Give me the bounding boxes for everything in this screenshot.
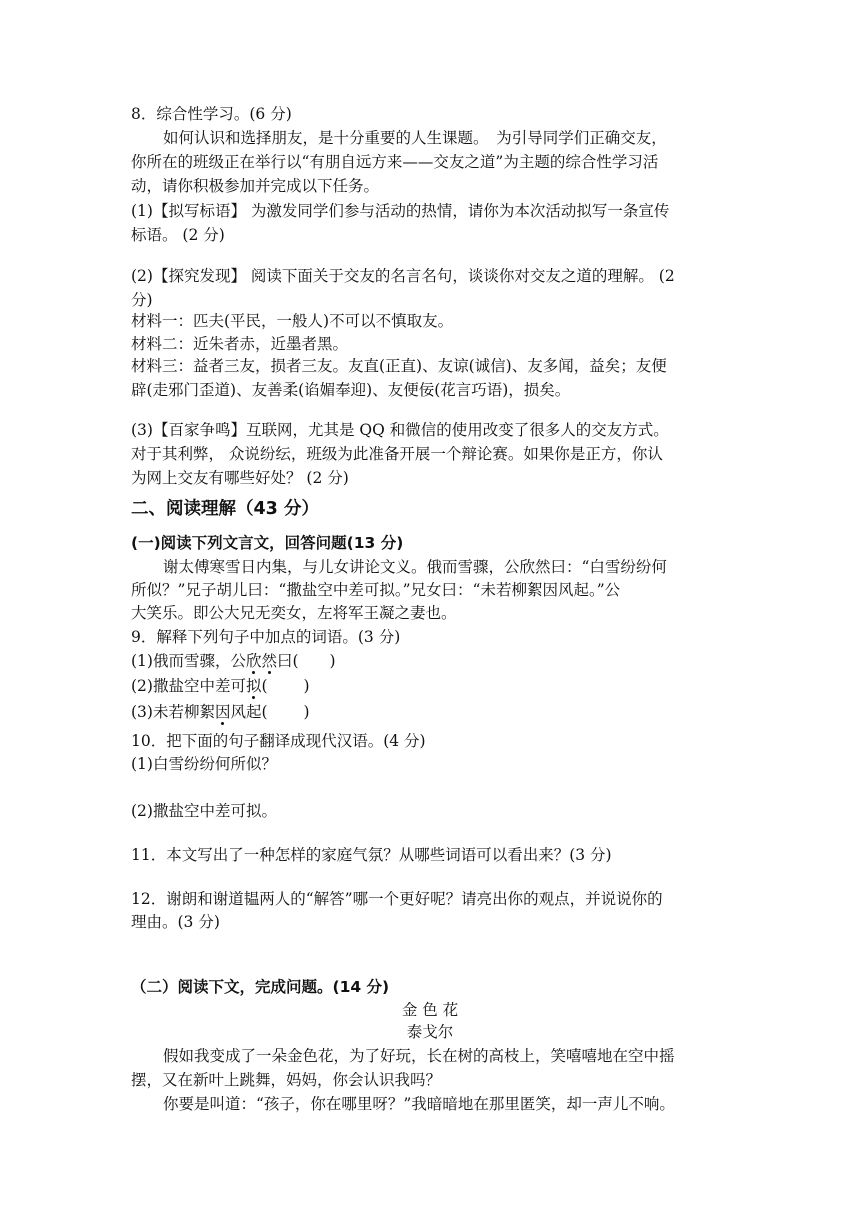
q8-material-3-cont: 辟(走邪门歪道)、友善柔(谄媚奉迎)、友便佞(花言巧语)，损矣。	[131, 381, 571, 399]
poem-author: 泰戈尔	[406, 1023, 454, 1041]
q8-task3-line-1: (3)【百家争鸣】互联网，尤其是 QQ 和微信的使用改变了很多人的交友方式。	[131, 421, 669, 439]
q9-item-1-pre: (1)俄而雪骤，公	[131, 652, 246, 670]
q8-task1-line-1: (1)【拟写标语】 为激发同学们参与活动的热情，请你为本次活动拟写一条宣传	[131, 202, 670, 220]
q8-task2-line-2: 分)	[131, 291, 153, 309]
q11: 11．本文写出了一种怎样的家庭气氛？从哪些词语可以看出来？(3 分)	[131, 846, 612, 864]
q10-item-2: (2)撒盐空中差可拟。	[131, 802, 277, 820]
passage-line-1: 谢太傅寒雪日内集，与儿女讲论文义。俄而雪骤，公欣然曰：“白雪纷纷何	[163, 558, 667, 576]
dotted-word: 欣	[245, 652, 262, 670]
q8-material-1: 材料一：匹夫(平民，一般人)不可以不慎取友。	[131, 312, 454, 330]
dotted-word: 然	[261, 652, 277, 670]
q8-task1-line-2: 标语。 (2 分)	[131, 226, 225, 244]
poem-line-1: 假如我变成了一朵金色花，为了好玩，长在树的高枝上，笑嘻嘻地在空中摇	[163, 1047, 675, 1065]
q9-item-2	[131, 676, 310, 696]
part-1-title: (一)阅读下列文言文，回答问题(13 分)	[131, 534, 404, 552]
section-2-title: 二、阅读理解（43 分）	[131, 499, 319, 519]
q12-line-1: 12．谢朗和谢道韫两人的“解答”哪一个更好呢？请亮出你的观点，并说说你的	[131, 890, 663, 908]
passage-line-3: 大笑乐。即公大兄无奕女，左将军王凝之妻也。	[131, 604, 457, 622]
q8-task2-line-1: (2)【探究发现】 阅读下面关于交友的名言名句，谈谈你对交友之道的理解。 (2	[131, 267, 675, 285]
q8-intro-line-1: 如何认识和选择朋友，是十分重要的人生课题。 为引导同学们正确交友，	[163, 129, 667, 147]
q9-item-1-post: 曰( )	[277, 652, 336, 670]
poem-line-2: 摆，又在新叶上跳舞，妈妈，你会认识我吗？	[131, 1071, 442, 1089]
q12-line-2: 理由。(3 分)	[131, 913, 220, 931]
poem-title: 金 色 花	[401, 1001, 459, 1019]
q10-item-1: (1)白雪纷纷何所似？	[131, 755, 277, 773]
q8-material-3: 材料三：益者三友，损者三友。友直(正直)、友谅(诚信)、友多闻，益矣；友便	[131, 357, 667, 375]
dotted-word: 因	[214, 703, 231, 721]
q9-item-1	[131, 651, 336, 671]
q8-task3-line-2: 对于其利弊， 众说纷纭，班级为此准备开展一个辩论赛。如果你是正方，你认	[131, 445, 663, 463]
q8-material-2: 材料二：近朱者赤，近墨者黑。	[131, 335, 349, 353]
q8-intro-line-2: 你所在的班级正在举行以“有朋自远方来——交友之道”为主题的综合性学习活	[131, 153, 659, 171]
poem-line-3: 你要是叫道：“孩子，你在哪里呀？”我暗暗地在那里匿笑，却一声儿不响。	[163, 1095, 675, 1113]
q9-item-2-post: ( )	[261, 677, 310, 695]
q9-item-3-pre: (3)未若柳絮	[131, 703, 215, 721]
q8-title: 8．综合性学习。(6 分)	[131, 105, 292, 123]
q8-task3-line-3: 为网上交友有哪些好处？ (2 分)	[131, 469, 349, 487]
q9-item-3	[131, 702, 310, 722]
q8-intro-line-3: 动，请你积极参加并完成以下任务。	[131, 177, 380, 195]
part-2-title: （二）阅读下文，完成问题。(14 分)	[131, 978, 390, 996]
passage-line-2: 所似？”兄子胡儿曰：“撒盐空中差可拟。”兄女曰：“未若柳絮因风起。”公	[131, 581, 621, 599]
q10-title: 10．把下面的句子翻译成现代汉语。(4 分)	[131, 732, 426, 750]
q9-item-2-pre: (2)撒盐空中差可	[131, 677, 246, 695]
q9-title: 9．解释下列句子中加点的词语。(3 分)	[131, 628, 401, 646]
q9-item-3-post: 风起( )	[230, 703, 310, 721]
dotted-word: 拟	[245, 677, 262, 695]
